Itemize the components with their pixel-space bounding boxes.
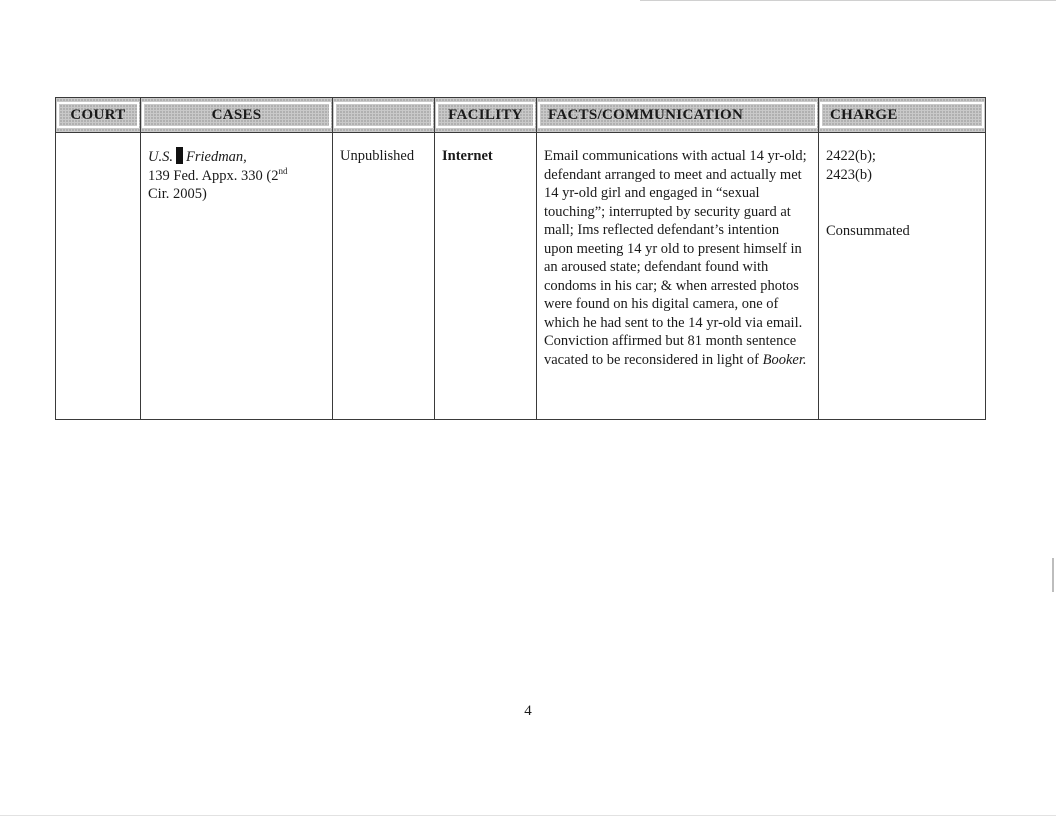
court-cell bbox=[56, 133, 141, 420]
publication-status: Unpublished bbox=[340, 148, 415, 164]
header-blank bbox=[333, 98, 435, 133]
facility-cell bbox=[435, 133, 537, 420]
citation-line-1: 139 Fed. Appx. 330 (2 bbox=[148, 167, 279, 184]
charge-line-1: 2422(b); bbox=[826, 148, 876, 164]
scan-edge-right bbox=[1052, 558, 1054, 592]
table-row bbox=[56, 133, 986, 420]
charge-cell bbox=[819, 133, 986, 420]
table-header-row bbox=[56, 98, 986, 133]
header-facts bbox=[537, 98, 819, 133]
status-cell bbox=[333, 133, 435, 420]
scan-edge-top bbox=[640, 0, 1056, 1]
header-charge bbox=[819, 98, 986, 133]
header-court bbox=[56, 98, 141, 133]
cases-cell bbox=[141, 133, 333, 420]
header-facility-label: FACILITY bbox=[448, 106, 523, 123]
facts-text: Email communications with actual 14 yr-old; defendant arranged to meet and actually met 14 yr-old girl and engaged in “sexual touching”; interrupted by security guard at mall; Ims reflected defendant’s intention upon meeting 14 yr old to present himself in an aroused state; defendant found with condoms in his car; & when arrested photos were found on his digital camera, one of which he had sent to the 14 yr-old via email. Conviction affirmed but 81 month sentence vacated to be reconsidered in light of bbox=[544, 148, 807, 368]
facility-value: Internet bbox=[442, 148, 493, 164]
charge-spacer bbox=[826, 184, 978, 222]
header-facility bbox=[435, 98, 537, 133]
charge-status: Consummated bbox=[826, 223, 910, 239]
page-number: 4 bbox=[524, 703, 532, 719]
facts-cell bbox=[537, 133, 819, 420]
citation-ordinal: nd bbox=[278, 165, 288, 176]
header-cases-label: CASES bbox=[211, 106, 262, 123]
case-name: Friedman, bbox=[185, 149, 247, 165]
case-prefix: U.S. bbox=[148, 149, 173, 165]
header-court-label: COURT bbox=[70, 106, 126, 123]
header-facts-label: FACTS/COMMUNICATION bbox=[548, 106, 744, 123]
scan-edge-bottom bbox=[0, 815, 1056, 816]
charge-line-2: 2423(b) bbox=[826, 166, 872, 183]
redaction-mark bbox=[176, 147, 183, 164]
case-citation bbox=[148, 147, 325, 204]
header-cases bbox=[141, 98, 333, 133]
citation-line-2: Cir. 2005) bbox=[148, 186, 207, 202]
facts-case-reference: Booker. bbox=[762, 351, 807, 368]
case-table bbox=[55, 97, 986, 420]
header-charge-label: CHARGE bbox=[830, 106, 898, 123]
